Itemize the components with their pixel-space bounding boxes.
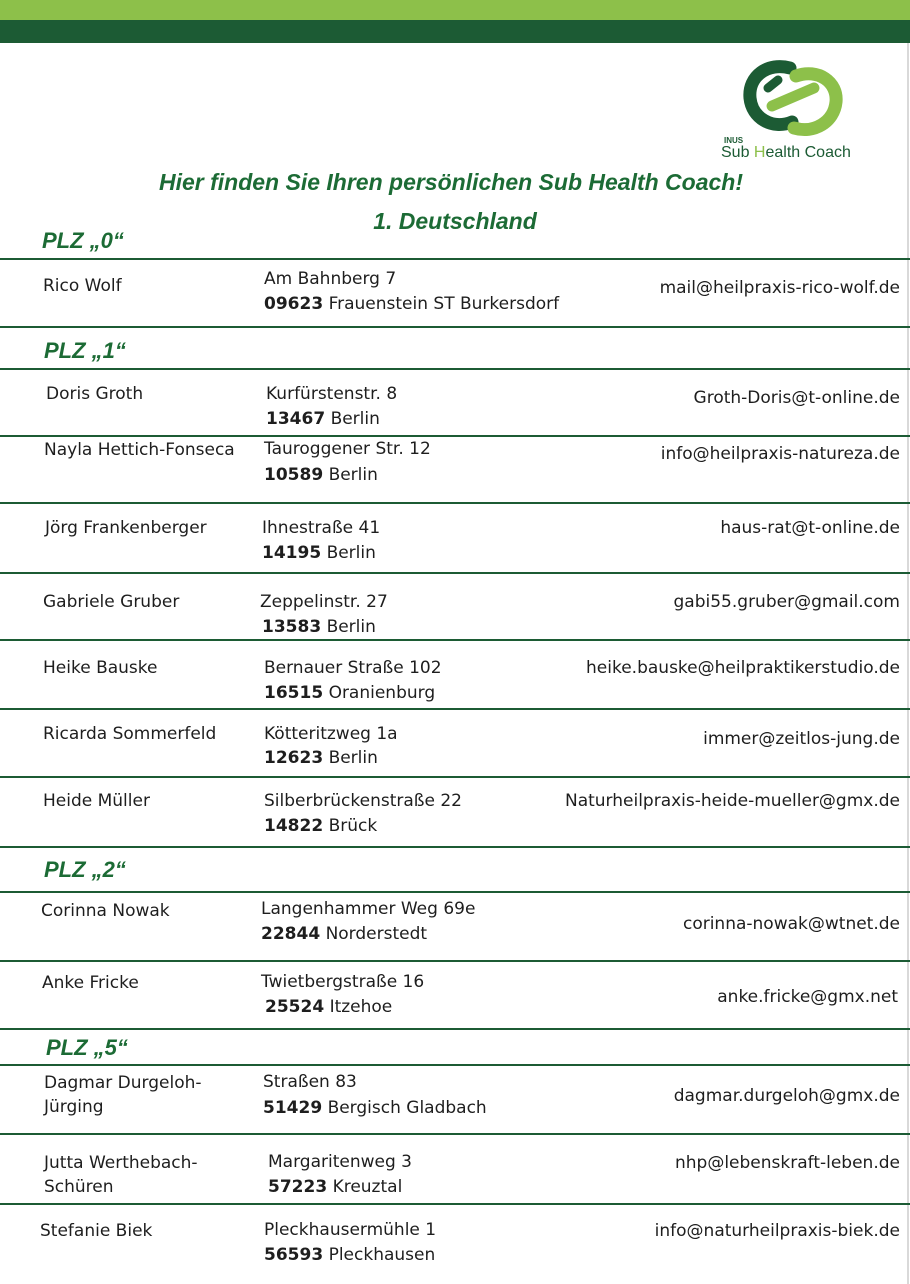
street: Ihnestraße 41: [262, 518, 381, 538]
city-line: 22844 Norderstedt: [261, 924, 428, 944]
street: Silberbrückenstraße 22: [264, 791, 462, 811]
street: Kurfürstenstr. 8: [266, 384, 398, 404]
divider: [0, 572, 910, 574]
divider: [0, 1064, 910, 1066]
coach-name: Corinna Nowak: [41, 901, 170, 921]
city-line: 14822 Brück: [264, 816, 378, 836]
logo: [720, 58, 880, 168]
section-heading: PLZ „5“: [46, 1035, 128, 1060]
list-item: [0, 966, 910, 1036]
list-item: [0, 1071, 910, 1141]
divider: [0, 1028, 910, 1030]
email-link[interactable]: heike.bauske@heilpraktikerstudio.de: [586, 658, 900, 678]
city-line: 13467 Berlin: [266, 409, 380, 429]
list-item: [0, 898, 910, 968]
email-link[interactable]: immer@zeitlos-jung.de: [703, 729, 900, 749]
email-link[interactable]: Naturheilpraxis-heide-mueller@gmx.de: [564, 791, 900, 811]
city-line: 56593 Pleckhausen: [264, 1245, 436, 1265]
list-item: [0, 432, 910, 502]
city-line: 57223 Kreuztal: [268, 1177, 403, 1197]
street: Tauroggener Str. 12: [264, 439, 431, 459]
email-link[interactable]: haus-rat@t-online.de: [720, 518, 900, 538]
logo-mark-icon: [738, 58, 850, 140]
email-link[interactable]: anke.fricke@gmx.net: [717, 987, 898, 1007]
logo-wordmark: Sub Health Coach: [721, 144, 851, 161]
street: Kötteritzweg 1a: [264, 724, 398, 744]
street: Bernauer Straße 102: [264, 658, 442, 678]
city-line: 16515 Oranienburg: [264, 683, 436, 703]
coach-name: Ricarda Sommerfeld: [43, 724, 217, 744]
divider: [0, 639, 910, 641]
city-line: 25524 Itzehoe: [265, 997, 393, 1017]
page-subtitle: 1. Deutschland: [373, 208, 537, 234]
street: Margaritenweg 3: [268, 1152, 412, 1172]
coach-name: Heike Bauske: [43, 658, 158, 678]
divider: [0, 326, 910, 328]
divider: [0, 258, 910, 260]
coach-name: Doris Groth: [46, 384, 144, 404]
email-link[interactable]: gabi55.gruber@gmail.com: [673, 592, 900, 612]
city-line: 51429 Bergisch Gladbach: [263, 1098, 487, 1118]
coach-name: Gabriele Gruber: [43, 592, 180, 612]
divider: [0, 776, 910, 778]
email-link[interactable]: corinna-nowak@wtnet.de: [682, 914, 900, 934]
email-link[interactable]: info@heilpraxis-natureza.de: [660, 444, 900, 464]
email-link[interactable]: Groth-Doris@t-online.de: [693, 388, 900, 408]
city-line: 14195 Berlin: [262, 543, 376, 563]
street: Am Bahnberg 7: [264, 269, 397, 289]
list-item: [0, 646, 910, 716]
section-heading: PLZ „0“: [42, 228, 124, 253]
city-line: 13583 Berlin: [262, 617, 376, 637]
top-band-light: [0, 0, 910, 20]
city-line: 09623 Frauenstein ST Burkersdorf: [264, 294, 560, 314]
list-item: [0, 713, 910, 783]
coach-name: Jörg Frankenberger: [45, 518, 207, 538]
divider: [0, 368, 910, 370]
city-line: 12623 Berlin: [264, 748, 378, 768]
divider: [0, 960, 910, 962]
coach-name: Stefanie Biek: [40, 1221, 153, 1241]
list-item: [0, 508, 910, 578]
coach-name: Dagmar Durgeloh-Jürging: [44, 1073, 202, 1117]
section-heading: PLZ „2“: [44, 857, 126, 882]
coach-name: Heide Müller: [43, 791, 150, 811]
street: Twietbergstraße 16: [261, 972, 425, 992]
email-link[interactable]: nhp@lebenskraft-leben.de: [674, 1153, 900, 1173]
coach-name: Anke Fricke: [42, 973, 139, 993]
coach-name: Nayla Hettich-Fonseca: [44, 440, 235, 460]
city-line: 10589 Berlin: [264, 465, 378, 485]
section-heading: PLZ „1“: [44, 338, 126, 363]
logo-prefix: INUS: [724, 136, 744, 145]
coach-name: Jutta Werthebach-Schüren: [44, 1153, 198, 1197]
coach-name: Rico Wolf: [43, 276, 122, 296]
top-band-dark: [0, 20, 910, 43]
list-item: [0, 1151, 910, 1221]
divider: [0, 502, 910, 504]
street: Straßen 83: [263, 1072, 357, 1092]
list-item: [0, 780, 910, 850]
street: Pleckhausermühle 1: [264, 1220, 437, 1240]
email-link[interactable]: dagmar.durgeloh@gmx.de: [673, 1086, 900, 1106]
email-link[interactable]: mail@heilpraxis-rico-wolf.de: [659, 278, 900, 298]
street: Langenhammer Weg 69e: [261, 899, 476, 919]
divider: [0, 708, 910, 710]
divider: [0, 846, 910, 848]
email-link[interactable]: info@naturheilpraxis-biek.de: [654, 1221, 900, 1241]
page-title: Hier finden Sie Ihren persönlichen Sub Health Coach!: [158, 169, 744, 195]
divider: [0, 1203, 910, 1205]
divider: [0, 1133, 910, 1135]
list-item: [0, 1214, 910, 1284]
street: Zeppelinstr. 27: [260, 592, 388, 612]
divider: [0, 891, 910, 893]
